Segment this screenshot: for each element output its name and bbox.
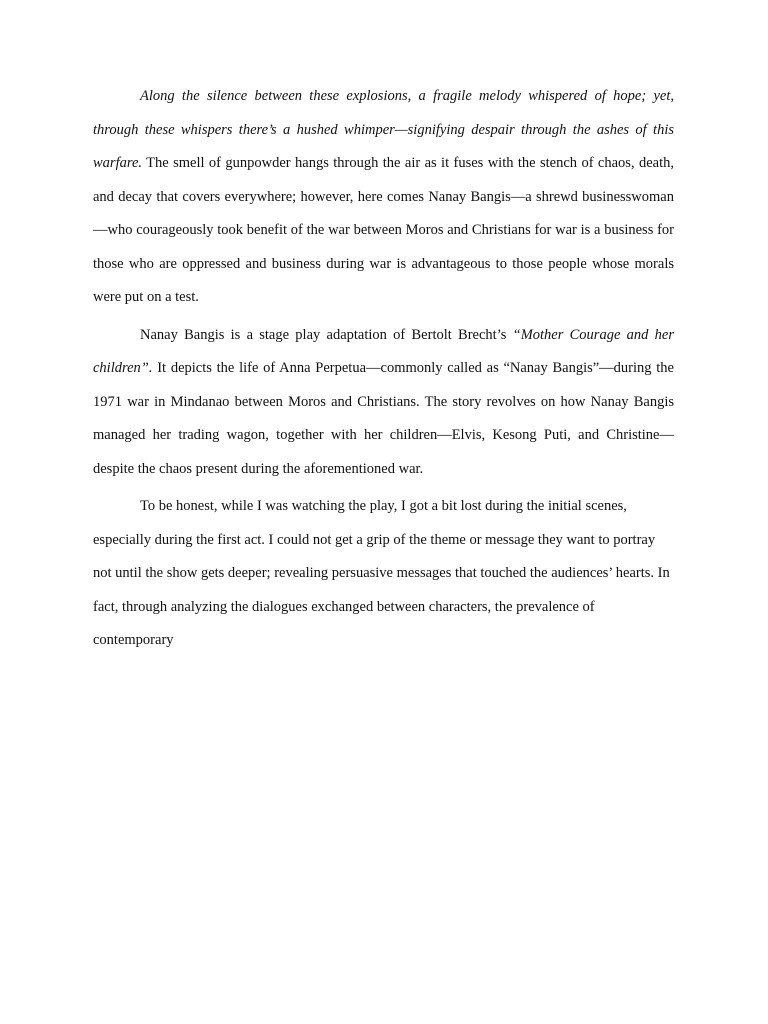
paragraph-3: [93, 490, 674, 658]
paragraph-2: [93, 319, 674, 487]
opening-italic-text: Along the silence between these explosions, a fragile melody whispered of hope; yet, through these whispers there’s a hushed whimper—signifying despair through the ashes of this warfare.: [93, 88, 674, 171]
paragraph-1: [93, 80, 674, 315]
document-body: [93, 80, 674, 662]
paragraph-1-text: The smell of gunpowder hangs through the air as it fuses with the stench of chaos, death, and decay that covers everywhere; however, here comes Nanay Bangis—a shrewd businesswoman—who courageously took benefit of the war between Moros and Christians for war is a business for those who are oppressed and business during war is advantageous to those people whose morals were put on a test.: [93, 155, 674, 305]
paragraph-2-text: It depicts the life of Anna Perpetua—commonly called as “Nanay Bangis”—during the 1971 war in Mindanao between Moros and Christians. The story revolves on how Nanay Bangis managed her trading wagon, together with her children—Elvis, Kesong Puti, and Christine—despite the chaos present during the aforementioned war.: [93, 360, 674, 477]
paragraph-3-text: To be honest, while I was watching the play, I got a bit lost during the initial scenes, especially during the first act. I could not get a grip of the theme or message they want to portray not until the show gets deeper; revealing persuasive messages that touched the audiences’ hearts. In fact, through analyzing the dialogues exchanged between characters, the prevalence of contemporary: [93, 498, 670, 648]
paragraph-2-lead-text: Nanay Bangis is a stage play adaptation of Bertolt Brecht’s: [140, 326, 513, 343]
play-title-italic: “Mother Courage and her children”.: [93, 326, 674, 376]
